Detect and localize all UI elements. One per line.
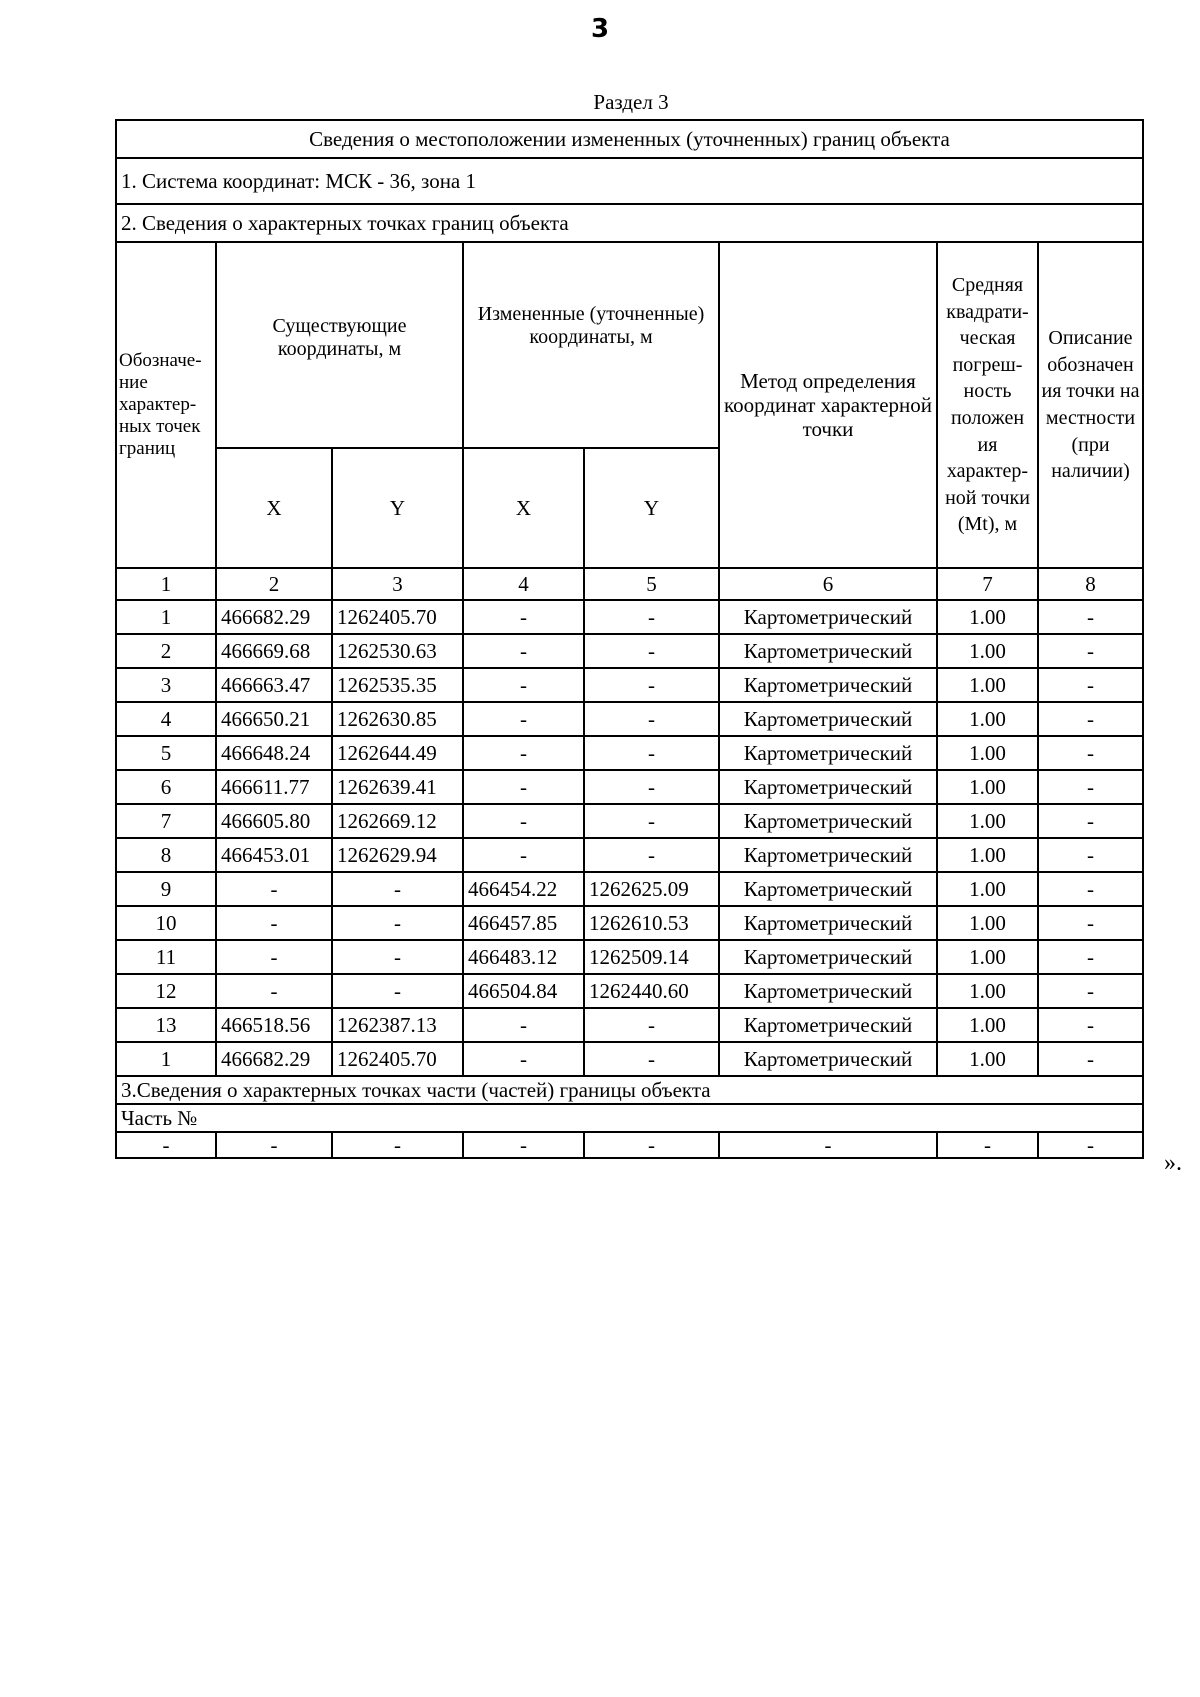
table-row: [116, 702, 1143, 736]
changed-x-cell: 466454.22: [463, 872, 584, 906]
header-designation: Обозначе-ние характер-ных точек границ: [116, 242, 216, 568]
existing-y-cell: 1262630.85: [332, 702, 463, 736]
point-id-cell: 13: [116, 1008, 216, 1042]
changed-x-cell: -: [463, 702, 584, 736]
table-title: Сведения о местоположении измененных (уточненных) границ объекта: [116, 120, 1143, 158]
parts-heading: 3.Сведения о характерных точках части (частей) границы объекта: [116, 1076, 1143, 1104]
table-row: [116, 974, 1143, 1008]
header-changed-y: Y: [584, 448, 719, 568]
changed-y-cell: -: [584, 702, 719, 736]
description-cell: -: [1038, 668, 1143, 702]
method-cell: Картометрический: [719, 872, 937, 906]
table-row: [116, 804, 1143, 838]
error-cell: 1.00: [937, 770, 1038, 804]
changed-x-cell: -: [463, 668, 584, 702]
header-existing-x: X: [216, 448, 332, 568]
parts-cell: -: [463, 1132, 584, 1158]
point-id-cell: 4: [116, 702, 216, 736]
point-id-cell: 6: [116, 770, 216, 804]
table-row: [116, 600, 1143, 634]
column-number: 2: [216, 568, 332, 600]
header-description: Описание обозначен ия точки на местности (при наличии): [1038, 242, 1143, 568]
error-cell: 1.00: [937, 940, 1038, 974]
error-cell: 1.00: [937, 1042, 1038, 1076]
description-cell: -: [1038, 974, 1143, 1008]
method-cell: Картометрический: [719, 1008, 937, 1042]
section-title: Раздел 3: [593, 90, 669, 114]
description-cell: -: [1038, 940, 1143, 974]
parts-cell: -: [116, 1132, 216, 1158]
column-number: 8: [1038, 568, 1143, 600]
points-heading: 2. Сведения о характерных точках границ объекта: [116, 204, 1143, 242]
changed-y-cell: -: [584, 668, 719, 702]
header-existing-coordinates: Существующие координаты, м: [216, 242, 463, 448]
changed-x-cell: -: [463, 600, 584, 634]
changed-y-cell: 1262440.60: [584, 974, 719, 1008]
changed-x-cell: -: [463, 804, 584, 838]
description-cell: -: [1038, 1008, 1143, 1042]
changed-x-cell: 466457.85: [463, 906, 584, 940]
changed-x-cell: -: [463, 770, 584, 804]
existing-y-cell: 1262530.63: [332, 634, 463, 668]
existing-x-cell: 466648.24: [216, 736, 332, 770]
existing-y-cell: 1262535.35: [332, 668, 463, 702]
table-row: [116, 872, 1143, 906]
description-cell: -: [1038, 702, 1143, 736]
column-number: 4: [463, 568, 584, 600]
description-cell: -: [1038, 770, 1143, 804]
method-cell: Картометрический: [719, 736, 937, 770]
header-error: Средняя квадрати-ческая погреш-ность положен ия характер-ной точки (Mt), м: [937, 242, 1038, 568]
table-row: [116, 838, 1143, 872]
parts-cell: -: [584, 1132, 719, 1158]
method-cell: Картометрический: [719, 770, 937, 804]
table-row: [116, 668, 1143, 702]
existing-y-cell: 1262644.49: [332, 736, 463, 770]
parts-cell: -: [1038, 1132, 1143, 1158]
error-cell: 1.00: [937, 600, 1038, 634]
changed-y-cell: -: [584, 600, 719, 634]
error-cell: 1.00: [937, 736, 1038, 770]
changed-y-cell: -: [584, 634, 719, 668]
changed-y-cell: -: [584, 770, 719, 804]
header-existing-y: Y: [332, 448, 463, 568]
page-number: 3: [590, 14, 610, 44]
method-cell: Картометрический: [719, 906, 937, 940]
error-cell: 1.00: [937, 906, 1038, 940]
error-cell: 1.00: [937, 838, 1038, 872]
existing-y-cell: 1262639.41: [332, 770, 463, 804]
error-cell: 1.00: [937, 702, 1038, 736]
method-cell: Картометрический: [719, 702, 937, 736]
table-row: [116, 1008, 1143, 1042]
description-cell: -: [1038, 736, 1143, 770]
point-id-cell: 1: [116, 1042, 216, 1076]
existing-x-cell: 466453.01: [216, 838, 332, 872]
changed-x-cell: -: [463, 736, 584, 770]
table-row: [116, 736, 1143, 770]
changed-y-cell: -: [584, 736, 719, 770]
method-cell: Картометрический: [719, 974, 937, 1008]
description-cell: -: [1038, 600, 1143, 634]
column-number: 6: [719, 568, 937, 600]
parts-cell: -: [937, 1132, 1038, 1158]
part-label: Часть №: [116, 1104, 1143, 1132]
column-numbers-row: [116, 568, 1143, 600]
column-number: 1: [116, 568, 216, 600]
table-row: [116, 1042, 1143, 1076]
description-cell: -: [1038, 804, 1143, 838]
method-cell: Картометрический: [719, 668, 937, 702]
existing-x-cell: -: [216, 872, 332, 906]
table-row: [116, 634, 1143, 668]
header-changed-x: X: [463, 448, 584, 568]
table-row: [116, 940, 1143, 974]
method-cell: Картометрический: [719, 838, 937, 872]
changed-x-cell: 466504.84: [463, 974, 584, 1008]
existing-x-cell: -: [216, 974, 332, 1008]
existing-y-cell: -: [332, 940, 463, 974]
existing-x-cell: 466682.29: [216, 1042, 332, 1076]
table-row: [116, 906, 1143, 940]
existing-x-cell: -: [216, 940, 332, 974]
changed-x-cell: -: [463, 1008, 584, 1042]
existing-y-cell: 1262629.94: [332, 838, 463, 872]
changed-y-cell: 1262509.14: [584, 940, 719, 974]
method-cell: Картометрический: [719, 1042, 937, 1076]
method-cell: Картометрический: [719, 940, 937, 974]
parts-cell: -: [719, 1132, 937, 1158]
changed-x-cell: -: [463, 838, 584, 872]
error-cell: 1.00: [937, 634, 1038, 668]
changed-y-cell: -: [584, 1042, 719, 1076]
point-id-cell: 1: [116, 600, 216, 634]
column-number: 7: [937, 568, 1038, 600]
existing-y-cell: 1262405.70: [332, 600, 463, 634]
point-id-cell: 3: [116, 668, 216, 702]
method-cell: Картометрический: [719, 804, 937, 838]
column-number: 3: [332, 568, 463, 600]
method-cell: Картометрический: [719, 634, 937, 668]
description-cell: -: [1038, 872, 1143, 906]
existing-y-cell: 1262669.12: [332, 804, 463, 838]
point-id-cell: 11: [116, 940, 216, 974]
changed-y-cell: -: [584, 838, 719, 872]
description-cell: -: [1038, 634, 1143, 668]
existing-y-cell: -: [332, 906, 463, 940]
closing-mark: ».: [1164, 1150, 1182, 1176]
changed-y-cell: 1262610.53: [584, 906, 719, 940]
existing-x-cell: 466605.80: [216, 804, 332, 838]
point-id-cell: 5: [116, 736, 216, 770]
point-id-cell: 12: [116, 974, 216, 1008]
parts-cell: -: [216, 1132, 332, 1158]
header-method: Метод определения координат характерной точки: [719, 242, 937, 568]
column-number: 5: [584, 568, 719, 600]
error-cell: 1.00: [937, 974, 1038, 1008]
existing-x-cell: 466650.21: [216, 702, 332, 736]
point-id-cell: 10: [116, 906, 216, 940]
error-cell: 1.00: [937, 804, 1038, 838]
changed-x-cell: -: [463, 1042, 584, 1076]
method-cell: Картометрический: [719, 600, 937, 634]
error-cell: 1.00: [937, 1008, 1038, 1042]
existing-y-cell: 1262405.70: [332, 1042, 463, 1076]
existing-x-cell: 466518.56: [216, 1008, 332, 1042]
table-row: [116, 770, 1143, 804]
description-cell: -: [1038, 906, 1143, 940]
description-cell: -: [1038, 1042, 1143, 1076]
existing-y-cell: -: [332, 974, 463, 1008]
existing-x-cell: 466669.68: [216, 634, 332, 668]
existing-x-cell: 466663.47: [216, 668, 332, 702]
boundary-points-table: [115, 119, 1144, 1159]
existing-x-cell: 466682.29: [216, 600, 332, 634]
changed-y-cell: -: [584, 804, 719, 838]
error-cell: 1.00: [937, 668, 1038, 702]
changed-y-cell: 1262625.09: [584, 872, 719, 906]
existing-y-cell: -: [332, 872, 463, 906]
point-id-cell: 8: [116, 838, 216, 872]
coordinate-system: 1. Система координат: МСК - 36, зона 1: [116, 158, 1143, 204]
changed-x-cell: -: [463, 634, 584, 668]
point-id-cell: 7: [116, 804, 216, 838]
error-cell: 1.00: [937, 872, 1038, 906]
description-cell: -: [1038, 838, 1143, 872]
existing-x-cell: 466611.77: [216, 770, 332, 804]
existing-x-cell: -: [216, 906, 332, 940]
changed-y-cell: -: [584, 1008, 719, 1042]
point-id-cell: 2: [116, 634, 216, 668]
existing-y-cell: 1262387.13: [332, 1008, 463, 1042]
changed-x-cell: 466483.12: [463, 940, 584, 974]
point-id-cell: 9: [116, 872, 216, 906]
parts-row: [116, 1132, 1143, 1158]
header-changed-coordinates: Измененные (уточненные) координаты, м: [463, 242, 719, 448]
parts-cell: -: [332, 1132, 463, 1158]
